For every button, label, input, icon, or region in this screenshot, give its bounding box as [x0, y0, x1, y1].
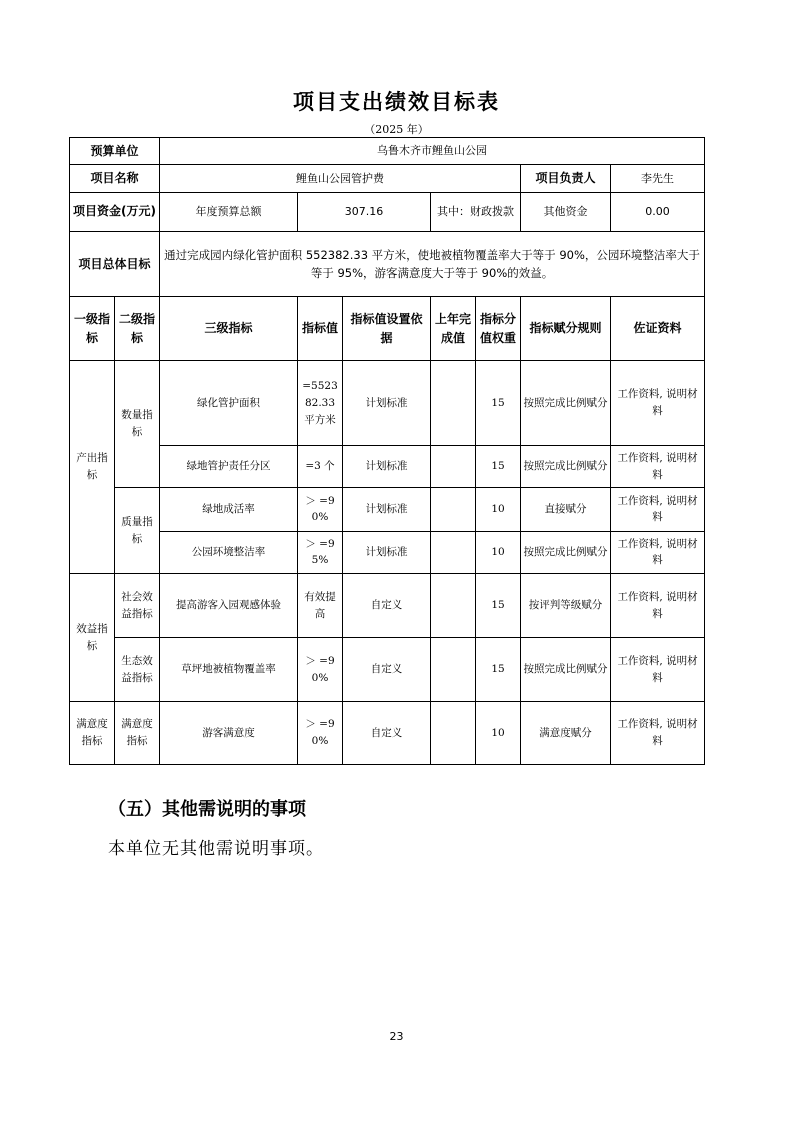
- row-basis: 自定义: [343, 702, 431, 765]
- section-note: 本单位无其他需说明事项。: [108, 839, 324, 859]
- label-other-funds: 其他资金: [521, 192, 611, 232]
- row-value: =552382.33平方米: [298, 361, 343, 446]
- row-rule: 按照完成比例赋分: [521, 531, 611, 574]
- header-rule: 指标赋分规则: [521, 297, 611, 361]
- value-budget-unit: 乌鲁木齐市鲤鱼山公园: [160, 138, 705, 165]
- row-name: 绿地管护责任分区: [160, 446, 298, 488]
- header-basis: 指标值设置依据: [343, 297, 431, 361]
- row-weight: 15: [476, 638, 521, 702]
- row-evidence: 工作资料, 说明材料: [611, 638, 705, 702]
- row-weight: 10: [476, 702, 521, 765]
- row-prev: [431, 531, 476, 574]
- value-annual-budget: 307.16: [298, 192, 431, 232]
- row-value: ＞ =90%: [298, 487, 343, 531]
- row-prev: [431, 702, 476, 765]
- value-project-leader: 李先生: [611, 165, 705, 192]
- row-prev: [431, 446, 476, 488]
- row-rule: 按评判等级赋分: [521, 574, 611, 638]
- value-overall-goal: 通过完成园内绿化管护面积 552382.33 平方米，使地被植物覆盖率大于等于 90%，公园环境整洁率大于等于 95%，游客满意度大于等于 90%的效益。: [160, 232, 705, 297]
- label-overall-goal: 项目总体目标: [70, 232, 160, 297]
- level2-satisfaction: 满意度指标: [115, 702, 160, 765]
- row-value: ＞ =95%: [298, 531, 343, 574]
- level2-quality: 质量指标: [115, 487, 160, 573]
- value-project-name: 鲤鱼山公园管护费: [160, 165, 521, 192]
- page-number: 23: [389, 1030, 404, 1043]
- section-title: （五）其他需说明的事项: [108, 799, 306, 820]
- level2-quantity: 数量指标: [115, 361, 160, 488]
- row-basis: 计划标准: [343, 361, 431, 446]
- header-level3: 三级指标: [160, 297, 298, 361]
- performance-table: [69, 137, 705, 765]
- row-name: 提高游客入园观感体验: [160, 574, 298, 638]
- row-rule: 直接赋分: [521, 487, 611, 531]
- row-prev: [431, 574, 476, 638]
- label-annual-budget: 年度预算总额: [160, 192, 298, 232]
- row-basis: 自定义: [343, 574, 431, 638]
- row-name: 草坪地被植物覆盖率: [160, 638, 298, 702]
- level2-ecological: 生态效益指标: [115, 638, 160, 702]
- row-value: =3 个: [298, 446, 343, 488]
- row-value: 有效提高: [298, 574, 343, 638]
- value-other-funds: 0.00: [611, 192, 705, 232]
- header-weight: 指标分值权重: [476, 297, 521, 361]
- header-level1: 一级指标: [70, 297, 115, 361]
- row-name: 公园环境整洁率: [160, 531, 298, 574]
- row-basis: 计划标准: [343, 487, 431, 531]
- row-weight: 15: [476, 446, 521, 488]
- row-prev: [431, 487, 476, 531]
- header-level2: 二级指标: [115, 297, 160, 361]
- row-name: 绿地成活率: [160, 487, 298, 531]
- row-evidence: 工作资料, 说明材料: [611, 361, 705, 446]
- row-rule: 按照完成比例赋分: [521, 361, 611, 446]
- row-weight: 15: [476, 361, 521, 446]
- row-weight: 10: [476, 531, 521, 574]
- level1-output: 产出指标: [70, 361, 115, 574]
- row-evidence: 工作资料, 说明材料: [611, 487, 705, 531]
- row-weight: 10: [476, 487, 521, 531]
- row-weight: 15: [476, 574, 521, 638]
- row-evidence: 工作资料, 说明材料: [611, 531, 705, 574]
- row-rule: 按照完成比例赋分: [521, 638, 611, 702]
- label-project-leader: 项目负责人: [521, 165, 611, 192]
- row-value: ＞ =90%: [298, 638, 343, 702]
- header-value: 指标值: [298, 297, 343, 361]
- row-evidence: 工作资料, 说明材料: [611, 446, 705, 488]
- row-evidence: 工作资料, 说明材料: [611, 702, 705, 765]
- page-title: 项目支出绩效目标表: [293, 89, 500, 114]
- level2-social: 社会效益指标: [115, 574, 160, 638]
- row-prev: [431, 361, 476, 446]
- row-rule: 满意度赋分: [521, 702, 611, 765]
- label-project-name: 项目名称: [70, 165, 160, 192]
- label-project-funds: 项目资金(万元): [70, 192, 160, 232]
- row-value: ＞ =90%: [298, 702, 343, 765]
- level1-satisfaction: 满意度指标: [70, 702, 115, 765]
- header-prev: 上年完成值: [431, 297, 476, 361]
- row-name: 绿化管护面积: [160, 361, 298, 446]
- row-evidence: 工作资料, 说明材料: [611, 574, 705, 638]
- row-rule: 按照完成比例赋分: [521, 446, 611, 488]
- header-evidence: 佐证资料: [611, 297, 705, 361]
- row-basis: 计划标准: [343, 531, 431, 574]
- level1-benefit: 效益指标: [70, 574, 115, 702]
- row-basis: 计划标准: [343, 446, 431, 488]
- label-budget-unit: 预算单位: [70, 138, 160, 165]
- year-label: （2025 年）: [364, 123, 429, 136]
- row-prev: [431, 638, 476, 702]
- row-name: 游客满意度: [160, 702, 298, 765]
- label-fiscal: 其中：财政拨款: [431, 192, 521, 232]
- row-basis: 自定义: [343, 638, 431, 702]
